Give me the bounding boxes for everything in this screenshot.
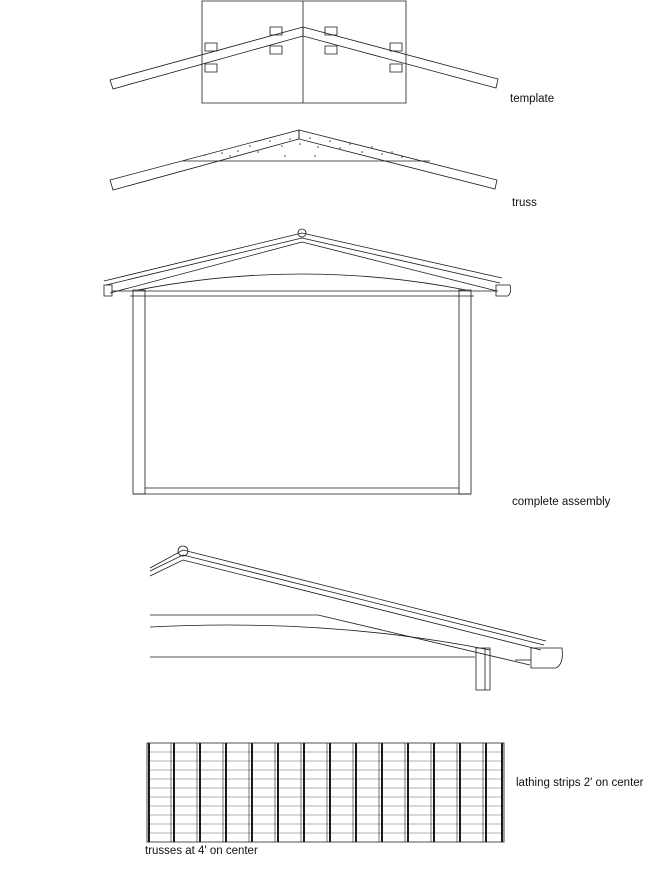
template-drawing (110, 1, 498, 103)
gutter-right (496, 285, 511, 296)
template-left-rafter (110, 27, 303, 89)
wall-left (133, 290, 145, 494)
template-block (390, 64, 402, 72)
truss-lines-thin (171, 743, 483, 842)
detail-roof-low (150, 560, 541, 650)
roof-mid-left (106, 238, 302, 285)
roof-mid-right (302, 238, 500, 283)
detail-ceiling-lower (318, 615, 530, 665)
detail-roof-mid (150, 555, 544, 645)
roof-inner-left (110, 242, 302, 293)
wall-right (459, 290, 471, 494)
label-template: template (510, 93, 555, 105)
roof-outer-right (302, 233, 502, 278)
template-block (205, 43, 217, 51)
ceiling-arch (138, 274, 466, 290)
template-block (270, 27, 282, 35)
template-right-rafter (303, 27, 498, 88)
template-block (270, 46, 282, 54)
label-trusses: trusses at 4' on center (145, 845, 258, 857)
detail-ceiling-curve (150, 625, 490, 650)
template-block (325, 46, 337, 54)
template-block (205, 64, 217, 72)
truss-drawing (110, 130, 497, 190)
label-truss: truss (512, 197, 537, 209)
roof-inner-right (302, 242, 497, 291)
detail-roof-top (150, 550, 546, 641)
eave-detail-drawing (150, 546, 562, 690)
label-complete-assembly: complete assembly (512, 496, 611, 508)
lathing-plan-drawing (147, 743, 504, 842)
truss-lines (149, 743, 502, 842)
complete-assembly-drawing (104, 229, 511, 494)
truss-right-rafter (299, 130, 497, 189)
template-block (390, 43, 402, 51)
gutter-left (104, 285, 112, 296)
detail-gutter (531, 648, 562, 668)
truss-left-rafter (110, 130, 299, 190)
label-lathing-strips: lathing strips 2' on center (516, 777, 644, 789)
template-board (202, 1, 406, 103)
template-block (325, 27, 337, 35)
roof-outer-left (104, 233, 302, 281)
